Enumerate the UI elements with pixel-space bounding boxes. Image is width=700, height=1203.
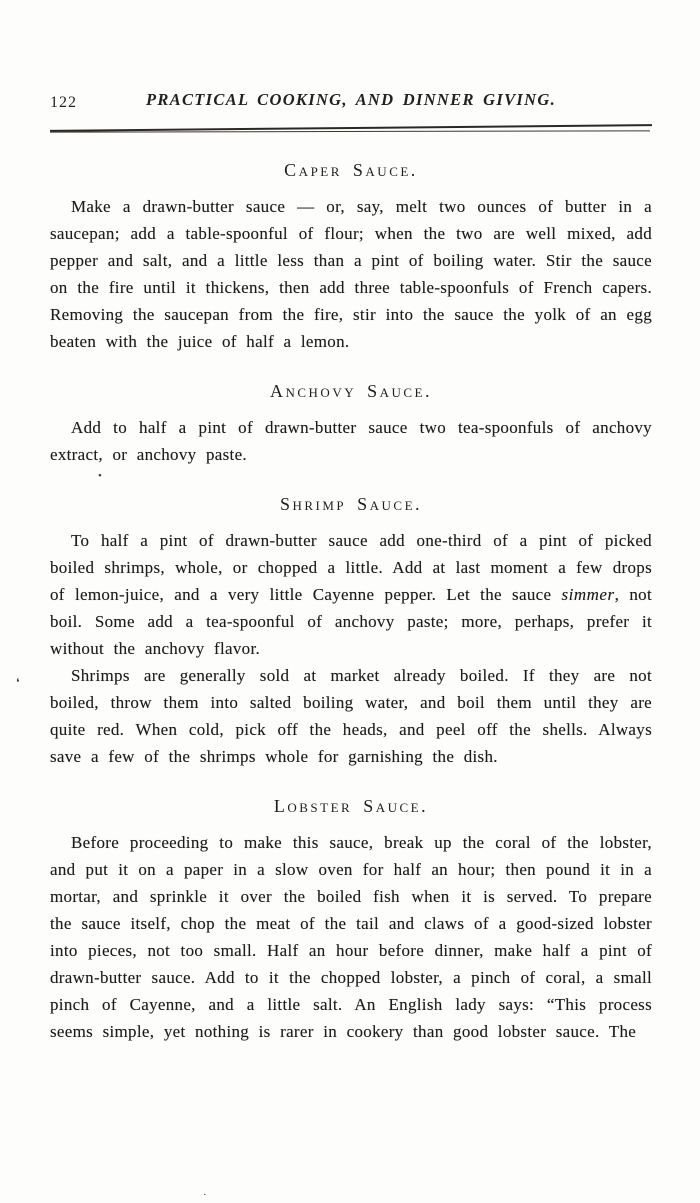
body-text: , not boil. Some add a tea-spoonful of anchovy paste; more, perhaps, prefer it without the anchovy flavor.: [50, 585, 652, 658]
page-body: [50, 158, 652, 1045]
section-heading: Caper Sauce.: [284, 160, 418, 180]
body-text: Add to half a pint of drawn-butter sauce two tea-spoonfuls of anchovy extract, or anchovy paste.: [50, 418, 652, 464]
scan-artifact: •: [98, 470, 102, 482]
paragraph: [50, 193, 652, 355]
paragraph: [50, 662, 652, 770]
running-title: PRACTICAL COOKING, AND DINNER GIVING.: [145, 90, 556, 109]
section-heading: Anchovy Sauce.: [269, 381, 432, 401]
body-text: Make a drawn-butter sauce — or, say, melt two ounces of butter in a saucepan; add a table-spoonful of flour; when the two are well mixed, add pepper and salt, and a little less than a pint of boiling water. Stir the sauce on the fire until it thickens, then add three table-spoonfuls of French capers. Removing the saucepan from the fire, stir into the sauce the yolk of an egg beaten with the juice of half a lemon.: [50, 197, 652, 351]
body-text: To half a pint of drawn-butter sauce add one-third of a pint of picked boiled shrimps, whole, or chopped a little. Add at last moment a few drops of lemon-juice, and a very little Cayenne pepper. Let the sauce: [50, 531, 652, 604]
section-heading: Shrimp Sauce.: [279, 494, 423, 514]
body-text: Shrimps are generally sold at market already boiled. If they are not boiled, throw them into salted boiling water, and boil them until they are quite red. When cold, pick off the heads, and peel off the shells. Always save a few of the shrimps whole for garnishing the dish.: [50, 666, 652, 766]
section-heading: Lobster Sauce.: [273, 796, 429, 816]
scan-artifact: ❛: [16, 677, 20, 689]
page-number: 122: [50, 94, 77, 111]
body-text: Before proceeding to make this sauce, break up the coral of the lobster, and put it on a paper in a slow oven for half an hour; then pound it in a mortar, and sprinkle it over the boiled fish when it is served. To prepare the sauce itself, chop the meat of the tail and claws of a good-sized lobster into pieces, not too small. Half an hour before dinner, make half a pint of drawn-butter sauce. Add to it the chopped lobster, a pinch of coral, a small pinch of Cayenne, and a little salt. An English lady says: “This process seems simple, yet nothing is rarer in cookery than good lobster sauce. The: [50, 833, 652, 1041]
header-rule: [50, 122, 652, 134]
italic-text: simmer: [561, 585, 615, 604]
paragraph: [50, 527, 652, 662]
scan-artifact: ·: [203, 1189, 207, 1201]
paragraph: [50, 414, 652, 468]
header-rule-bottom-line: [50, 130, 650, 132]
paragraph: [50, 829, 652, 1045]
page-header: [50, 0, 652, 112]
